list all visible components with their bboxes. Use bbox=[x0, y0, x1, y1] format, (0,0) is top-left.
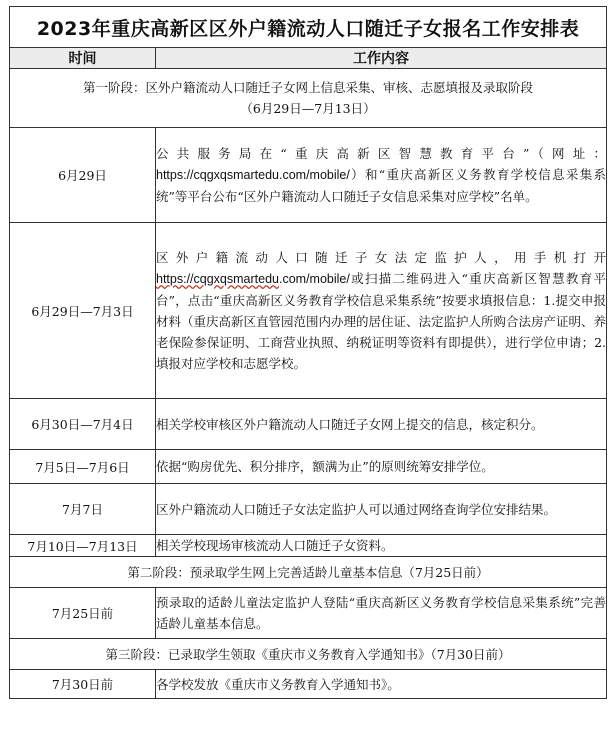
phase-3-heading: 第三阶段：已录取学生领取《重庆市义务教育入学通知书》（7月30日前） bbox=[10, 639, 607, 670]
content-text: 区外户籍流动人口随迁子女法定监护人，用手机打开 bbox=[156, 250, 607, 265]
table-row bbox=[10, 223, 607, 399]
row-content: 相关学校现场审核流动人口随迁子女资料。 bbox=[156, 535, 607, 557]
row-date: 7月7日 bbox=[10, 484, 156, 535]
row-content: 预录取的适龄儿童法定监护人登陆“重庆高新区义务教育学校信息采集系统”完善适龄儿童基本信息。 bbox=[156, 588, 607, 639]
row-date: 6月29日 bbox=[10, 128, 156, 223]
row-date: 6月29日—7月3日 bbox=[10, 223, 156, 399]
header-row bbox=[10, 48, 607, 69]
table-row bbox=[10, 484, 607, 535]
table-title: 2023年重庆高新区区外户籍流动人口随迁子女报名工作安排表 bbox=[10, 7, 607, 48]
title-row bbox=[10, 7, 607, 48]
platform-url-link[interactable]: https://cqgxqsmartedu.com/mobile/ bbox=[156, 168, 350, 182]
row-date: 7月30日前 bbox=[10, 670, 156, 699]
table-row bbox=[10, 128, 607, 223]
phase-1-title: 第一阶段：区外户籍流动人口随迁子女网上信息采集、审核、志愿填报及录取阶段 bbox=[83, 80, 534, 95]
phase-3-row bbox=[10, 639, 607, 670]
header-content: 工作内容 bbox=[156, 48, 607, 69]
schedule-table bbox=[9, 6, 607, 699]
row-content bbox=[156, 128, 607, 223]
table-row bbox=[10, 588, 607, 639]
table-row bbox=[10, 399, 607, 450]
table-row bbox=[10, 450, 607, 484]
header-time: 时间 bbox=[10, 48, 156, 69]
table-row bbox=[10, 535, 607, 557]
phase-1-row bbox=[10, 69, 607, 128]
phase-2-heading: 第二阶段：预录取学生网上完善适龄儿童基本信息（7月25日前） bbox=[10, 557, 607, 588]
row-content bbox=[156, 223, 607, 399]
phase-1-heading bbox=[10, 69, 607, 128]
table-row bbox=[10, 670, 607, 699]
row-content: 区外户籍流动人口随迁子女法定监护人可以通过网络查询学位安排结果。 bbox=[156, 484, 607, 535]
row-date: 6月30日—7月4日 bbox=[10, 399, 156, 450]
row-date: 7月10日—7月13日 bbox=[10, 535, 156, 557]
row-date: 7月5日—7月6日 bbox=[10, 450, 156, 484]
row-content: 各学校发放《重庆市义务教育入学通知书》。 bbox=[156, 670, 607, 699]
content-text: 公共服务局在“重庆高新区智慧教育平台”（网址： bbox=[156, 146, 607, 161]
platform-url-suffix[interactable]: .com/mobile/ bbox=[278, 272, 350, 286]
content-text: ）和“重庆高新区义务教育学校信息采集系统”等平台公布“区外户籍流动人口随迁子女信息采集对应学校”名单。 bbox=[156, 167, 607, 204]
row-content: 相关学校审核区外户籍流动人口随迁子女网上提交的信息，核定积分。 bbox=[156, 399, 607, 450]
phase-1-dates: （6月29日—7月13日） bbox=[240, 101, 376, 116]
content-text: 或扫描二维码进入“重庆高新区智慧教育平台”，点击“重庆高新区义务教育学校信息采集系统”按要求填报信息：1.提交申报材料（重庆高新区直管园范围内办理的居住证、法定监护人所购合法房产证明、养老保险参保证明、工商营业执照、纳税证明等资料有即提供），进行学位申请；2.填报对应学校和志愿学校。 bbox=[156, 271, 607, 371]
row-date: 7月25日前 bbox=[10, 588, 156, 639]
phase-2-row bbox=[10, 557, 607, 588]
row-content: 依据“购房优先、积分排序，额满为止”的原则统筹安排学位。 bbox=[156, 450, 607, 484]
platform-url-link[interactable]: https://cqgxqsmartedu bbox=[156, 272, 279, 286]
